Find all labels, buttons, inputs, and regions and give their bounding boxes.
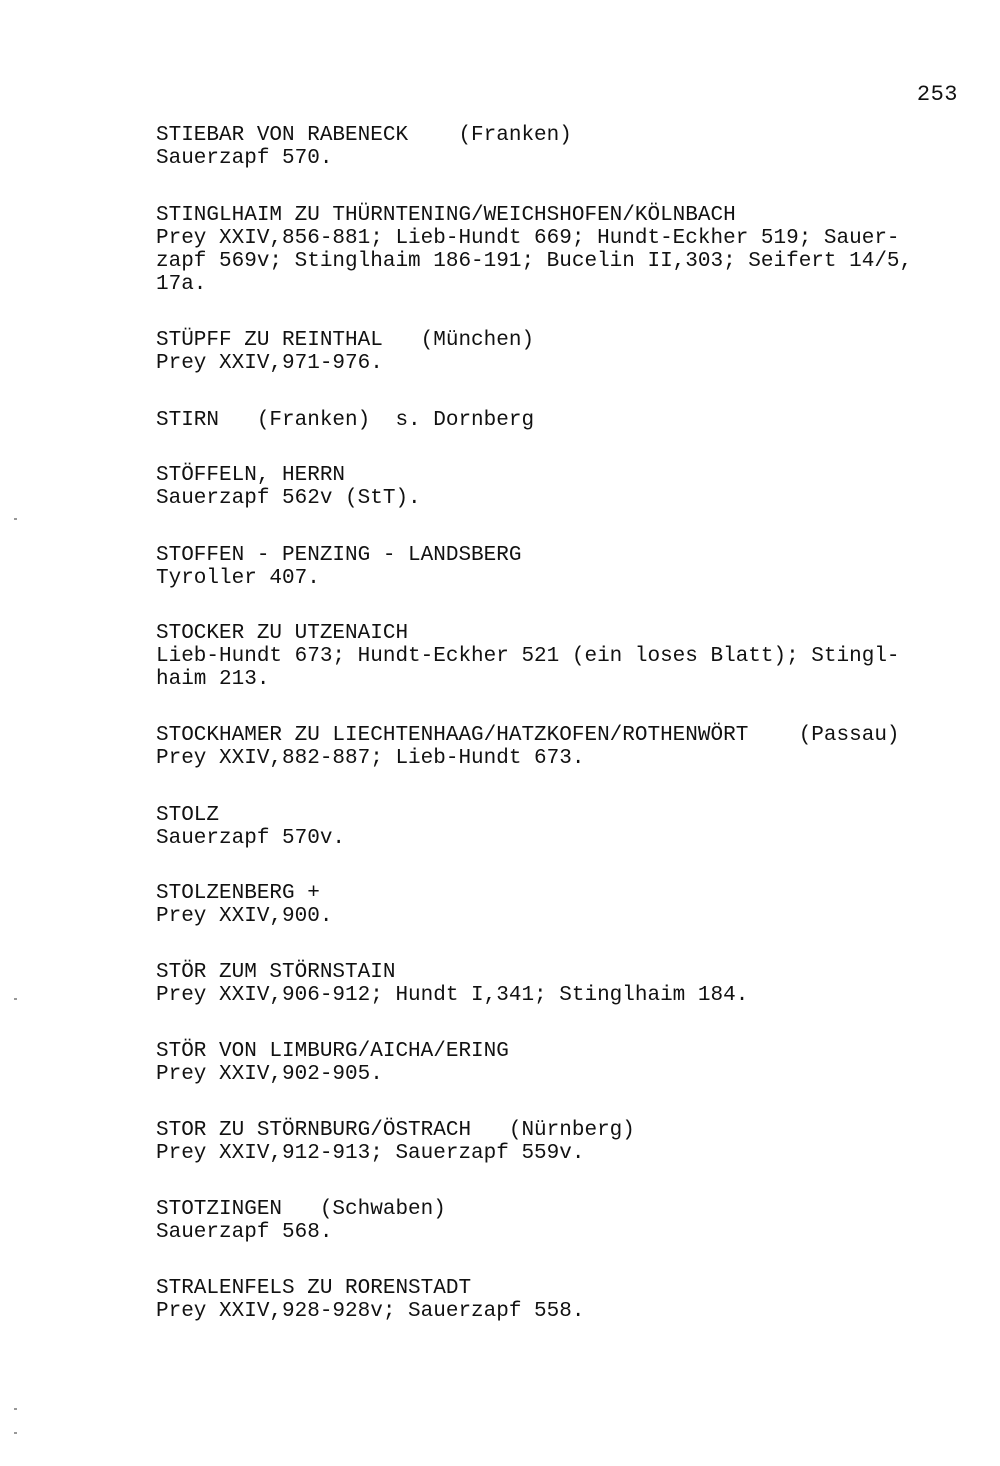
entry-heading: STOCKHAMER ZU LIECHTENHAAG/HATZKOFEN/ROTHENWÖRT (Passau) [156,724,900,747]
margin-speck [14,1408,17,1410]
entry-reference-line: Prey XXIV,912-913; Sauerzapf 559v. [156,1142,585,1165]
entry-reference-line: zapf 569v; Stinglhaim 186-191; Bucelin II,303; Seifert 14/5, [156,250,913,273]
entry-heading: STOR ZU STÖRNBURG/ÖSTRACH (Nürnberg) [156,1119,635,1142]
entry-heading: STRALENFELS ZU RORENSTADT [156,1277,472,1300]
entry-reference-line: Prey XXIV,856-881; Lieb-Hundt 669; Hundt-Eckher 519; Sauer- [156,227,900,250]
entry-heading: STOLZ [156,804,220,827]
entry-heading: STOCKER ZU UTZENAICH [156,622,409,645]
entry-reference-line: Prey XXIV,900. [156,905,333,928]
register-entry [156,1277,956,1323]
entry-reference-line: Sauerzapf 562v (StT). [156,487,421,510]
entry-heading: STOLZENBERG + [156,882,320,905]
register-entry [156,804,956,850]
register-entry [156,961,956,1007]
register-entry [156,1119,956,1165]
register-entry [156,1040,956,1086]
register-entry [156,124,956,170]
register-entry [156,204,956,296]
entry-heading: STIRN (Franken) s. Dornberg [156,409,535,432]
entry-reference-line: Lieb-Hundt 673; Hundt-Eckher 521 (ein loses Blatt); Stingl- [156,645,900,668]
entry-heading: STÖFFELN, HERRN [156,464,346,487]
entry-reference-line: Prey XXIV,928-928v; Sauerzapf 558. [156,1300,585,1323]
page-number: 253 [916,82,958,107]
entry-reference-line: Prey XXIV,906-912; Hundt I,341; Stinglhaim 184. [156,984,749,1007]
register-entry [156,1198,956,1244]
margin-speck [14,518,17,520]
entry-reference-line: Sauerzapf 570. [156,147,333,170]
register-entry [156,329,956,375]
entry-reference-line: Sauerzapf 568. [156,1221,333,1244]
entry-heading: STOTZINGEN (Schwaben) [156,1198,446,1221]
register-entry [156,544,956,590]
entry-reference-line: Prey XXIV,882-887; Lieb-Hundt 673. [156,747,585,770]
register-entry [156,464,956,510]
register-entry [156,622,956,691]
entry-reference-line: Prey XXIV,902-905. [156,1063,383,1086]
register-entry [156,409,956,432]
entry-reference-line: haim 213. [156,668,270,691]
margin-speck [14,1432,17,1434]
entry-heading: STÖR VON LIMBURG/AICHA/ERING [156,1040,509,1063]
entry-heading: STINGLHAIM ZU THÜRNTENING/WEICHSHOFEN/KÖLNBACH [156,204,736,227]
entry-heading: STIEBAR VON RABENECK (Franken) [156,124,572,147]
entry-reference-line: Tyroller 407. [156,567,320,590]
entry-reference-line: 17a. [156,273,207,296]
register-entry [156,882,956,928]
margin-speck [14,998,17,1000]
entry-heading: STÖR ZUM STÖRNSTAIN [156,961,396,984]
register-entry [156,724,956,770]
entry-heading: STÜPFF ZU REINTHAL (München) [156,329,535,352]
entry-heading: STOFFEN - PENZING - LANDSBERG [156,544,522,567]
entry-reference-line: Prey XXIV,971-976. [156,352,383,375]
entry-reference-line: Sauerzapf 570v. [156,827,346,850]
